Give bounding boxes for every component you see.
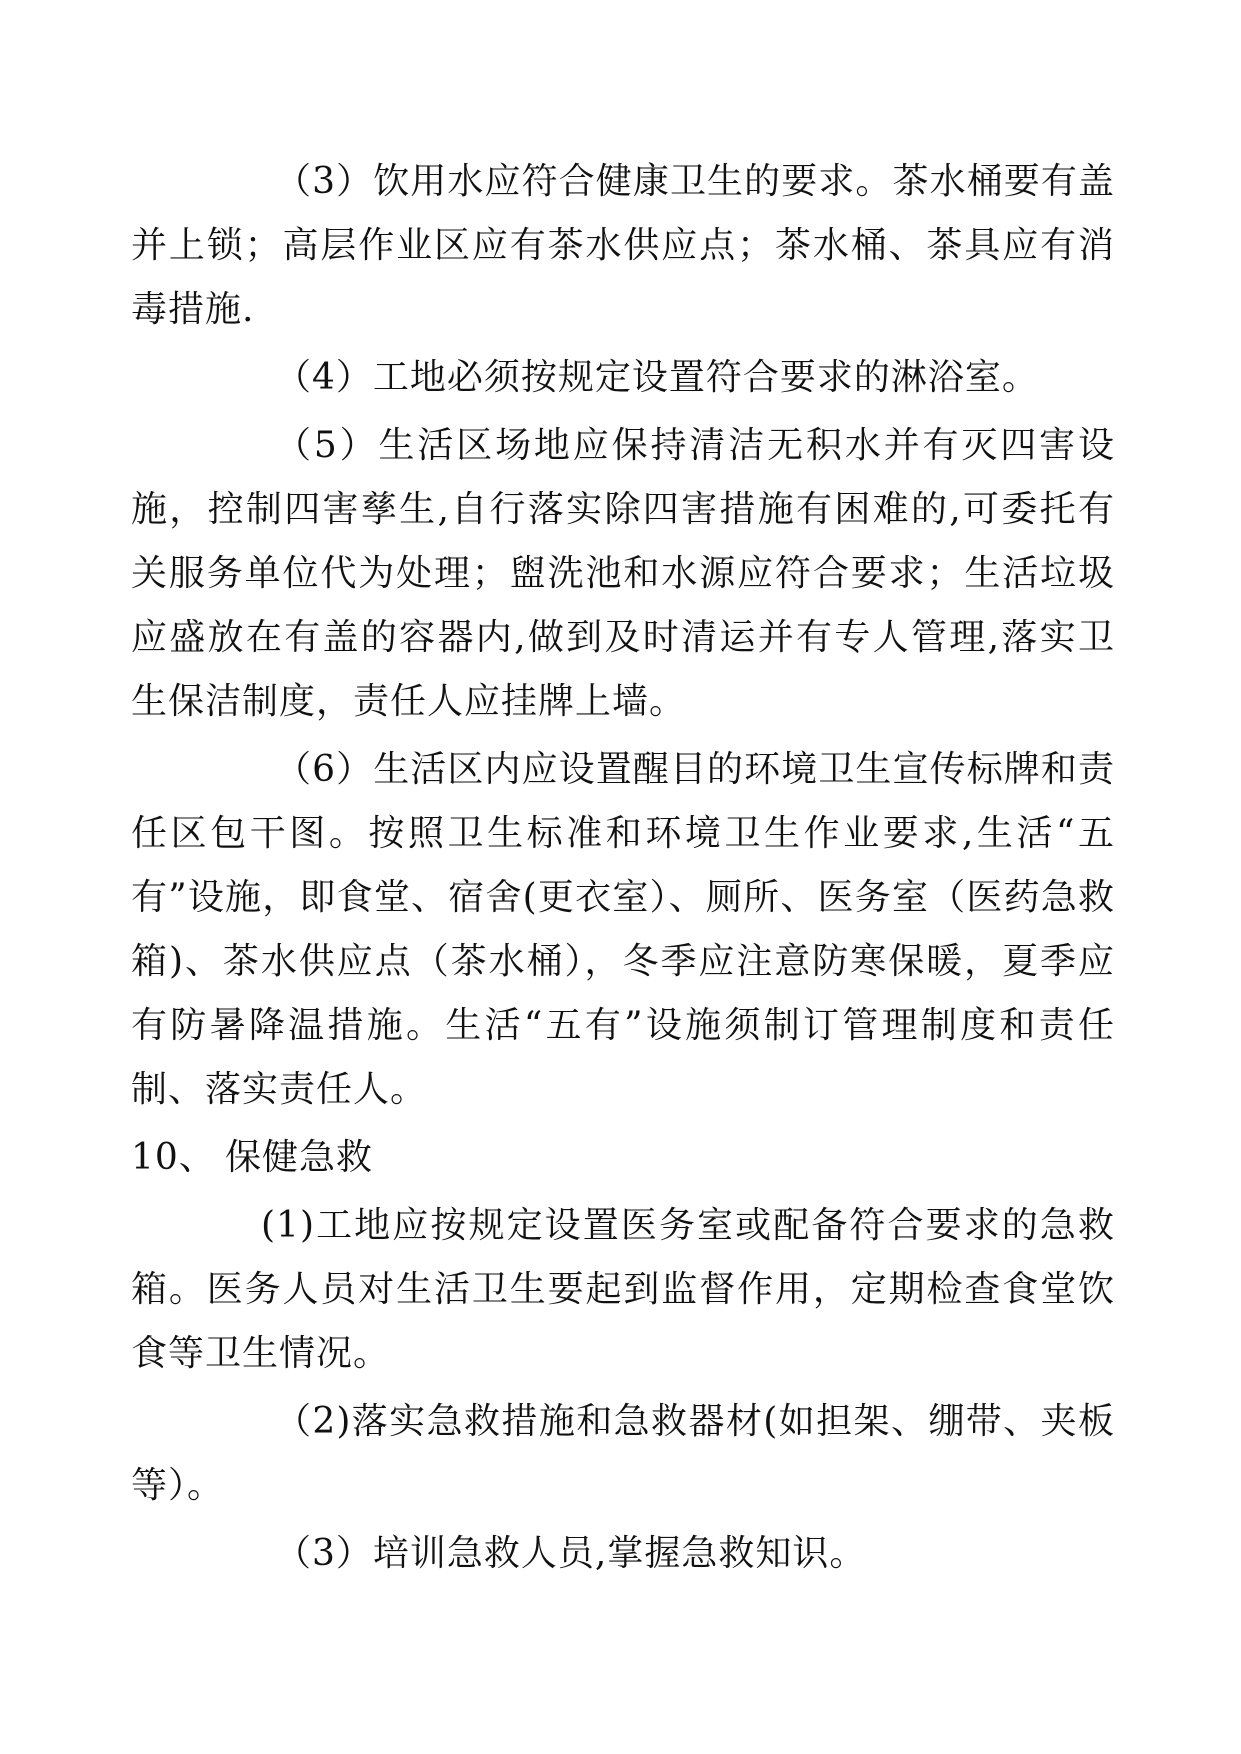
paragraph-living-area-hygiene: （5）生活区场地应保持清洁无积水并有灭四害设施，控制四害孳生,自行落实除四害措施有困难的,可委托有关服务单位代为处理；盥洗池和水源应符合要求；生活垃圾应盛放在有盖的容器内,做到及时清运并有专人管理,落实卫生保洁制度，责任人应挂牌上墙。 xyxy=(131,425,1115,722)
paragraph-five-facilities: （6）生活区内应设置醒目的环境卫生宣传标牌和责任区包干图。按照卫生标准和环境卫生作业要求,生活“五有”设施，即食堂、宿舍(更衣室）、厕所、医务室（医药急救箱)、茶水供应点（茶水桶），冬季应注意防寒保暖，夏季应有防暑降温措施。生活“五有”设施须制订管理制度和责任制、落实责任人。 xyxy=(131,749,1115,1110)
section-title: 保健急救 xyxy=(225,1137,374,1178)
section-number: 10、 xyxy=(131,1137,216,1178)
paragraph-shower-room: （4）工地必须按规定设置符合要求的淋浴室。 xyxy=(275,357,1039,398)
paragraph-first-aid-room: (1)工地应按规定设置医务室或配备符合要求的急救箱。医务人员对生活卫生要起到监督作用，定期检查食堂饮食等卫生情况。 xyxy=(131,1205,1115,1374)
paragraph-first-aid-training: （3）培训急救人员,掌握急救知识。 xyxy=(275,1533,867,1574)
document-body xyxy=(131,150,1115,1590)
paragraph-drinking-water: （3）饮用水应符合健康卫生的要求。茶水桶要有盖并上锁；高层作业区应有茶水供应点；茶水桶、茶具应有消毒措施. xyxy=(131,161,1115,330)
paragraph-first-aid-equipment: （2)落实急救措施和急救器材(如担架、绷带、夹板等）。 xyxy=(131,1401,1115,1506)
section-heading xyxy=(131,1126,1115,1190)
